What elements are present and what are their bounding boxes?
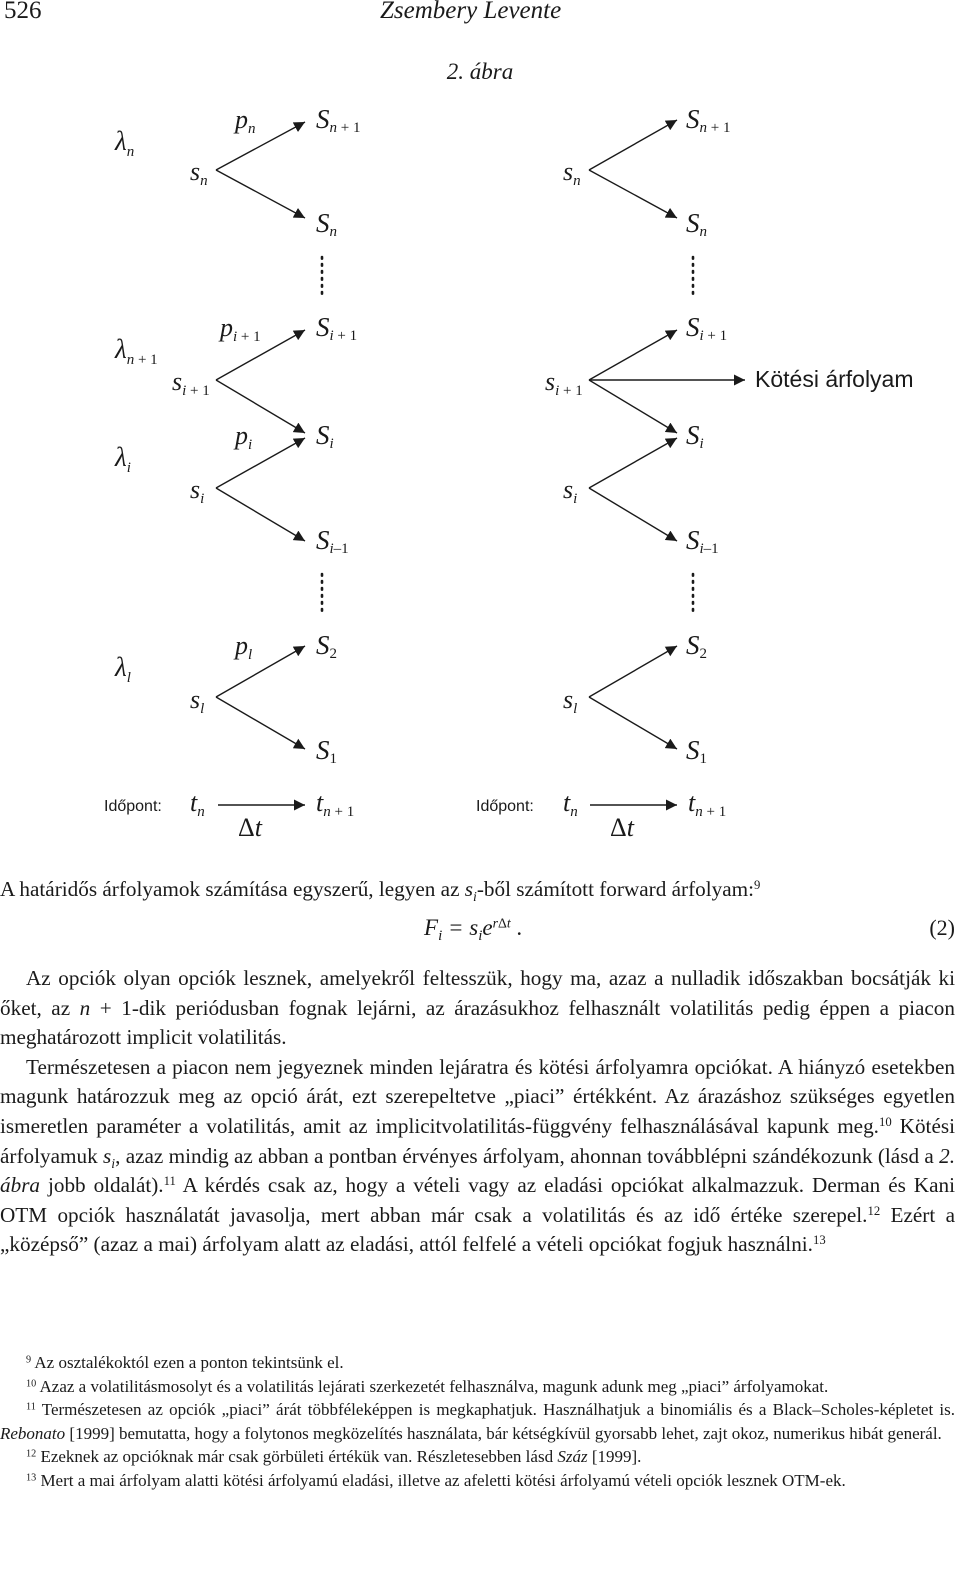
right-tree-branches: [589, 120, 745, 749]
S-n-right: Sn: [686, 208, 707, 240]
p-n: pn: [235, 105, 256, 137]
lambda-i: $\lambda_i$: [115, 442, 131, 476]
running-head-author: Zsembery Levente: [380, 0, 562, 24]
lambda-n: $\lambda_n$: [115, 126, 135, 160]
binomial-tree-figure: [0, 90, 960, 850]
figure-caption: 2. ábra: [446, 59, 514, 84]
S-n-left: Sn: [316, 208, 337, 240]
p-i-plus-1: pi + 1: [220, 313, 261, 345]
branch-line: [589, 120, 677, 170]
footnote-9: $^9$ Az osztalékoktól ezen a ponton tekintsünk el.: [26, 1353, 344, 1372]
branch-line: [589, 438, 677, 488]
footnote-11: $^{11}$ Természetesen az opciók „piaci” árát többféleképpen is megkaphatjuk. Használhatjuk a binomiális és a Black–Scholes-képletet is. Rebonato [1999] bemutatta, hogy a folytonos megközelítés használata, bár kétségkívül gyorsabb lehet, zajt okoz, numerikus hibát generál.: [0, 1400, 955, 1443]
s-i-right: si: [563, 475, 578, 507]
s-l-right: sl: [563, 685, 578, 717]
S-i-minus-1-left: Si–1: [316, 525, 349, 557]
time-label-right: Időpont:: [476, 798, 534, 815]
left-S-nodes: [316, 104, 360, 767]
S-i-right: Si: [686, 420, 704, 452]
lambda-labels: [114, 126, 158, 686]
branch-line: [589, 697, 677, 749]
probability-labels: [218, 105, 261, 663]
t-n-left: tn: [190, 788, 205, 820]
dotted-ellipsis-lines: [322, 257, 693, 615]
footnote-10: $^{10}$ Azaz a volatilitásmosolyt és a volatilitás lejárati szerkezetét felhasználva, magunk adunk meg „piaci” árfolyamokat.: [26, 1376, 829, 1396]
equation-2: [0, 915, 955, 953]
s-n-right: sn: [563, 157, 581, 189]
S-1-left: S1: [316, 735, 337, 767]
page-header: [0, 0, 960, 34]
s-i-plus-1-right: si + 1: [545, 367, 583, 399]
strike-price-label: Kötési árfolyam: [755, 366, 914, 392]
right-S-nodes: [686, 104, 730, 767]
left-s-labels: [172, 157, 210, 717]
branch-line: [589, 488, 677, 541]
S-n-plus-1-left: Sn + 1: [316, 104, 361, 136]
branch-line: [589, 380, 677, 433]
right-s-labels: [545, 157, 583, 717]
S-i-plus-1-right: Si + 1: [686, 312, 728, 344]
t-n-plus-1-left: tn + 1: [316, 788, 355, 820]
S-2-right: S2: [686, 630, 707, 662]
delta-t-left: Δt: [238, 813, 262, 842]
S-i-minus-1-right: Si–1: [686, 525, 719, 557]
S-1-right: S1: [686, 735, 707, 767]
time-label-left: Időpont:: [104, 798, 162, 815]
footnotes: [0, 1351, 955, 1493]
S-i-plus-1-left: Si + 1: [316, 312, 358, 344]
S-2-left: S2: [316, 630, 337, 662]
S-n-plus-1-right: Sn + 1: [686, 104, 731, 136]
footnote-12: $^{12}$ Ezeknek az opcióknak már csak görbületi értékük van. Részletesebben lásd Száz [1999].: [26, 1447, 642, 1467]
branch-line: [216, 380, 305, 433]
branch-line: [216, 646, 305, 697]
paragraph-1: Az opciók olyan opciók lesznek, amelyekről feltesszük, hogy ma, azaz a nulladik időszakban bocsátják ki őket, az n + 1-dik periódusban fognak lejárni, az árazásukhoz felhasznált volatilitás pedig éppen a piacon meghatározott implicit volatilitás.: [0, 966, 955, 1050]
forward-price-formula: $F_i = s_ie^{r\Delta t}$ .: [424, 915, 523, 945]
branch-line: [216, 122, 305, 170]
footnote-13: $^{13}$ Mert a mai árfolyam alatti kötési árfolyamú eladási, illetve az afeletti kötési árfolyamú vételi opciók lesznek OTM-ek.: [26, 1470, 846, 1490]
page-number: 526: [4, 0, 42, 24]
s-n-left: sn: [190, 157, 208, 189]
branch-line: [589, 170, 677, 218]
lambda-n-plus-1: $\lambda_n + 1$: [115, 334, 158, 368]
branch-line: [216, 170, 305, 218]
t-n-plus-1-right: tn + 1: [688, 788, 727, 820]
p-i: pi: [235, 421, 253, 453]
equation-number: (2): [929, 915, 955, 940]
intro-paragraph: A határidős árfolyamok számítása egyszerű, legyen az $s_i$-ből számított forward árfolyam:$^9$: [0, 877, 761, 904]
s-i-plus-1-left: si + 1: [172, 367, 210, 399]
branch-line: [216, 438, 305, 488]
paragraph-2: Természetesen a piacon nem jegyeznek minden lejáratra és kötési árfolyamra opciókat. A hiányzó esetekben magunk határozzuk meg az opció árát, ezt szerepeltetve „piaci” értékként. Az árazáshoz szükséges egyetlen ismeretlen paraméter a volatilitás, amit az implicitvolatilitás-függvény felhasználásával kapunk meg.$^{10}$ Kötési árfolyamuk $s_i$, azaz mindig az abban a pontban érvényes árfolyam, ahonnan továbblépni szándékozunk (lásd a 2. ábra jobb oldalát).$^{11}$ A kérdés csak az, hogy a vételi vagy az eladási opciókat alkalmazzuk. Derman és Kani OTM opciók használatát javasolja, mert abban már csak a volatilitás és az idő értéke szerepel.$^{12}$ Ezért a „középső” (azaz a mai) árfolyam alatt az eladási, attól felfelé a vételi opciókat fogjuk használni.$^{13}$: [0, 1054, 955, 1257]
t-n-right: tn: [563, 788, 578, 820]
branch-line: [216, 697, 305, 749]
body-paragraphs: [0, 964, 955, 1260]
branch-line: [216, 488, 305, 541]
branch-line: [589, 646, 677, 697]
p-l: pl: [235, 631, 253, 663]
s-i-left: si: [190, 475, 205, 507]
branch-line: [589, 330, 677, 380]
S-i-left: Si: [316, 420, 334, 452]
delta-t-right: Δt: [610, 813, 634, 842]
lambda-l: $\lambda_l$: [115, 652, 131, 686]
left-tree-branches: [216, 122, 305, 749]
s-l-left: sl: [190, 685, 205, 717]
